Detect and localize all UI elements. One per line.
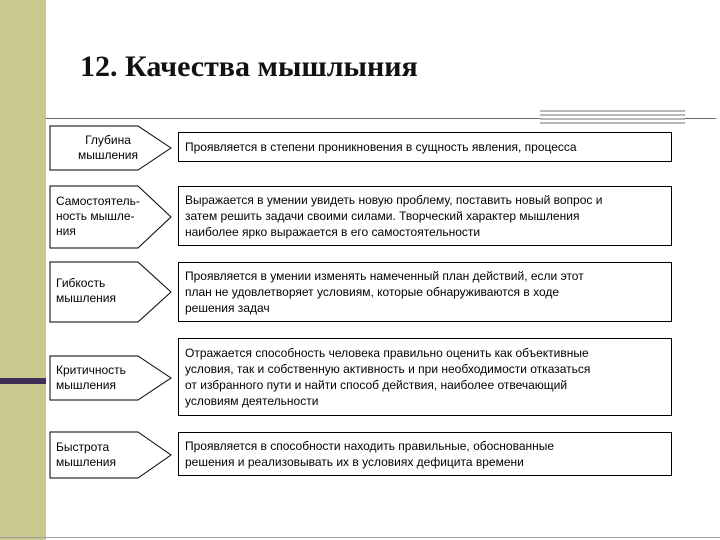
quality-row-depth [0,126,720,170]
quality-description: Отражается способность человека правильно оценить как объективные условия, так и собственную активность и при необходимости отказаться от избранного пути и найти способ действия, наиболее отвечающий условиям деятельности [178,338,672,416]
quality-description: Проявляется в степени проникновения в сущность явления, процесса [178,132,672,162]
quality-row-independence [0,186,720,248]
quality-label: Критичность мышления [56,363,126,392]
quality-label: Глубина мышления [77,133,138,162]
quality-description: Выражается в умении увидеть новую проблему, поставить новый вопрос и затем решить задачи своими силами. Творческий характер мышления наиболее ярко выражается в его самостоятельности [178,186,672,246]
quality-label: Самостоятель- ность мышле- ния [56,194,140,238]
quality-description: Проявляется в способности находить правильные, обоснованные решения и реализовывать их в условиях дефицита времени [178,432,672,476]
corner-decor-block [540,110,685,126]
quality-row-criticality [0,338,720,416]
quality-description: Проявляется в умении изменять намеченный план действий, если этот план не удовлетворяет условиям, которые обнаруживаются в ходе решения задач [178,262,672,322]
quality-label: Гибкость мышления [56,276,117,305]
bottom-border [0,537,720,538]
slide-title: 12. Качества мышлыния [80,50,418,83]
quality-label: Быстрота мышления [56,440,117,469]
quality-row-flexibility [0,262,720,322]
quality-row-speed [0,432,720,478]
